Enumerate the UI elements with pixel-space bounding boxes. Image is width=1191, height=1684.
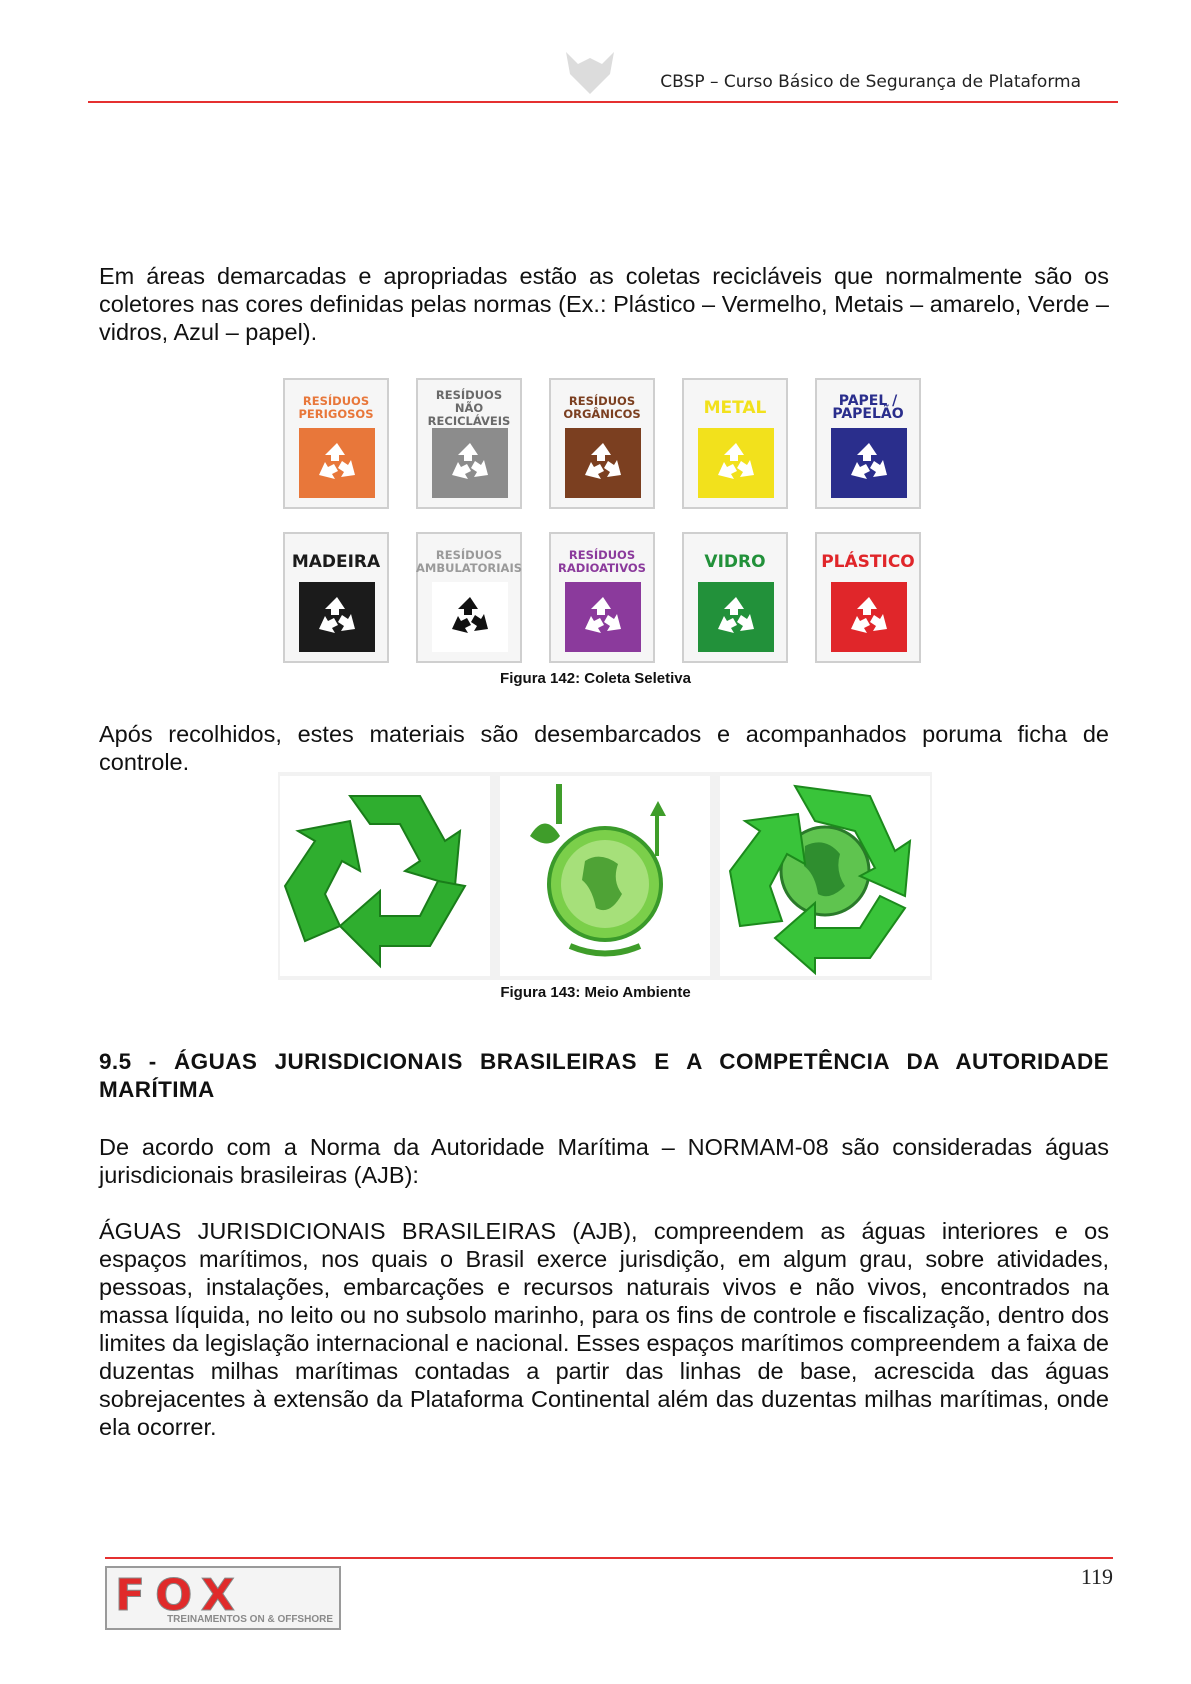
bin-radioactive: [549, 532, 655, 663]
figure-environment: [278, 772, 932, 980]
bin-metal: [682, 378, 788, 509]
recycle-arrows-icon: [280, 776, 490, 976]
globe-icon: [500, 776, 710, 976]
bin-color-square: [565, 428, 641, 498]
bin-color-square: [698, 428, 774, 498]
recycle-icon: [577, 591, 629, 643]
recycle-globe-image: [720, 776, 930, 976]
recycle-icon: [444, 591, 496, 643]
fox-head-icon: [560, 48, 620, 98]
bin-label: MADEIRA: [291, 551, 381, 572]
figure-selective-collection: [283, 378, 923, 663]
paragraph-ajb-definition: ÁGUAS JURISDICIONAIS BRASILEIRAS (AJB), compreendem as águas interiores e os espaços marítimos, nos quais o Brasil exerce jurisdição, em algum grau, sobre atividades, pessoas, instalações, embarcações e recursos naturais vivos e não vivos, encontrados na massa líquida, no leito ou no subsolo marinho, para os fins de controle e fiscalização, dentro dos limites da legislação internacional e nacional. Esses espaços marítimos compreendem a faixa de duzentas milhas marítimas contadas a partir das linhas de base, acrescida das águas sobrejacentes à extensão da Plataforma Continental além das duzentas milhas marítimas, onde ela ocorrer.: [99, 1218, 1109, 1440]
recycle-icon: [577, 437, 629, 489]
recycle-icon: [444, 437, 496, 489]
bin-label: RESÍDUOS NÃO RECICLÁVEIS: [427, 387, 511, 428]
recycle-icon: [710, 437, 762, 489]
bin-paper: [815, 378, 921, 509]
bin-label: VIDRO: [704, 551, 766, 572]
bin-label: METAL: [703, 397, 767, 418]
recycle-icon: [311, 437, 363, 489]
bin-color-square: [432, 428, 508, 498]
bin-color-square: [299, 428, 375, 498]
fox-logo: [105, 1566, 341, 1630]
header-divider: [88, 101, 1118, 103]
bin-label: RESÍDUOS PERIGOSOS: [298, 394, 374, 421]
bin-color-square: [831, 428, 907, 498]
bin-label: RESÍDUOS AMBULATORIAIS: [416, 548, 522, 575]
bin-plastic: [815, 532, 921, 663]
page-number: 119: [1080, 1564, 1113, 1589]
recycle-icon: [710, 591, 762, 643]
bin-color-square: [432, 582, 508, 652]
bin-organic: [549, 378, 655, 509]
logo-tagline: TREINAMENTOS ON & OFFSHORE: [167, 1614, 333, 1625]
bin-color-square: [831, 582, 907, 652]
recycle-icon: [843, 591, 895, 643]
earth-globe-image: [500, 776, 710, 976]
bin-glass: [682, 532, 788, 663]
bin-wood: [283, 532, 389, 663]
bin-label: PAPEL / PAPELÃO: [832, 393, 904, 422]
bin-non-recyclable: [416, 378, 522, 509]
recycle-arrows-image: [280, 776, 490, 976]
bin-color-square: [565, 582, 641, 652]
bin-label: PLÁSTICO: [821, 551, 915, 572]
paragraph-normam: De acordo com a Norma da Autoridade Marítima – NORMAM-08 são consideradas águas jurisdicionais brasileiras (AJB):: [99, 1134, 1109, 1188]
paragraph-recycling-colors: Em áreas demarcadas e apropriadas estão as coletas recicláveis que normalmente são os coletores nas cores definidas pelas normas (Ex.: Plástico – Vermelho, Metais – amarelo, Verde – vidros, Azul – papel).: [99, 263, 1109, 345]
bin-color-square: [299, 582, 375, 652]
bin-color-square: [698, 582, 774, 652]
recycle-icon: [311, 591, 363, 643]
logo-brand-text: FOX: [115, 1570, 245, 1621]
figure-caption: Figura 143: Meio Ambiente: [500, 984, 691, 1001]
figure-caption: Figura 142: Coleta Seletiva: [500, 670, 691, 687]
bin-ambulatory: [416, 532, 522, 663]
recycle-icon: [843, 437, 895, 489]
header-title: CBSP – Curso Básico de Segurança de Plataforma: [660, 72, 1081, 92]
paragraph-control-sheet: Após recolhidos, estes materiais são desembarcados e acompanhados poruma ficha de controle.: [99, 721, 1109, 775]
section-heading: 9.5 - ÁGUAS JURISDICIONAIS BRASILEIRAS E A COMPETÊNCIA DA AUTORIDADE MARÍTIMA: [99, 1049, 1109, 1102]
bin-label: RESÍDUOS RADIOATIVOS: [558, 548, 646, 575]
footer-divider: [105, 1557, 1113, 1559]
recycle-globe-icon: [720, 776, 930, 976]
bin-label: RESÍDUOS ORGÂNICOS: [563, 394, 641, 421]
bin-hazardous: [283, 378, 389, 509]
